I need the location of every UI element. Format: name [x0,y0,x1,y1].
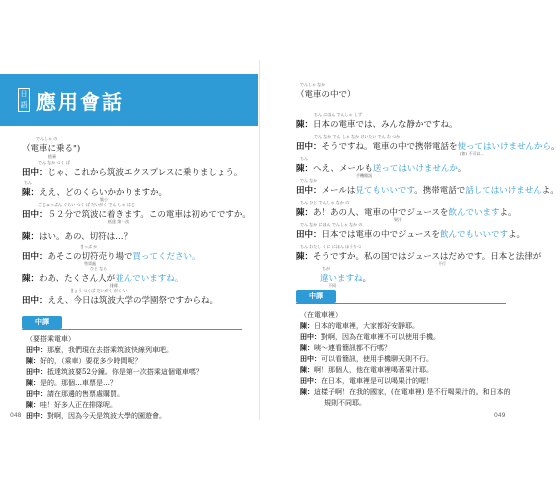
gloss: 抵達 第一次 [108,219,130,224]
dialog-text: そうですか。私の国ではジュースはだめです。日本と法律が [313,252,542,262]
gloss: 排隊 [110,283,118,288]
translation-line: 陳：咦～連看簡訊都不行嗎？ [300,344,391,352]
translation-line: （要搭乘電車） [26,335,75,343]
page-number: 048 [10,412,22,419]
scene-subtitle: （電車に乗る") [22,144,81,154]
dialog-line [22,250,201,262]
page-title: 應用會話 [36,90,124,114]
dialog-text: じゃ、これから筑波エクスプレスに乗りましょう。 [47,168,243,178]
ruby: でん なか [300,178,318,183]
speaker: 陳： [296,164,314,174]
ruby: でん なか でん しゃ なか けいたい でん わ つか [314,134,401,139]
ruby: きっぷ か [80,244,98,249]
dialog-text: あ！あの人、電車の中でジュースを [313,208,449,218]
gloss: 集小 [100,197,108,202]
dialog-line [22,294,218,306]
dialog-line: 陳：あ！あの人、電車の中でジュースを飲んでいますよ。 [296,208,517,218]
speaker: 田中： [22,252,48,262]
dialog-text: あそこの切符売り場で [47,252,133,262]
translation-line: 陳：啊！那個人，他在電車裡喝著果汁耶。 [300,366,433,374]
dialog-text: 日本では電車の中でジュースを [321,230,440,240]
gloss: 搭乘 [48,154,56,159]
highlight-text: 飲んでもいいです [439,230,508,240]
section-divider [296,303,506,304]
translation-line: 田中：對啊，因為在電車裡不可以使用手機。 [300,333,440,341]
translation-line: 陳：哇！好多人正在排隊呢。 [26,401,117,409]
scene-subtitle: （電車の中で） [296,90,356,100]
translation-line: 田中：抵達筑波要52分鐘。你是第一次搭乘這個電車嗎？ [26,368,203,376]
chapter-icon: 日語 [18,88,30,112]
speaker: 陳： [296,208,314,218]
dialog-line [22,186,167,198]
page-number: 049 [494,412,506,419]
ruby: ひと なら [90,266,108,271]
highlight-text: 買ってください。 [132,252,201,262]
gloss: (如) 不可以… [460,151,485,156]
ruby: ちん にほん でんしゃ しず [314,112,362,117]
ruby: ちん わたし くに にほん ほうりつ [300,244,362,249]
dialog-line [22,272,183,284]
dialog-text: はい。あの、切符は…？ [39,232,133,242]
ruby: でん なか つく ば [38,160,70,165]
speaker: 陳： [296,120,314,130]
highlight-text: 違いますね [320,274,363,284]
translation-line: 田中：在日本，電車裡是可以喝果汁的喔！ [300,377,433,385]
ruby: ちが [322,266,330,271]
ruby: ごじゅっぷん ぐらい つく ば だいがく でん しゃ はじ [38,202,135,207]
dialog-line [22,208,251,220]
speaker: 陳： [22,188,40,198]
ruby: でんしゃ の [36,136,58,141]
translation-line: 田中：對啊，因為今天是筑波大學的園遊會。 [26,412,166,420]
speaker: 田中： [296,186,322,196]
section-divider [22,329,242,330]
speaker: 田中： [22,168,48,178]
speaker: 陳： [22,232,40,242]
dialog-text: ええ、今日は筑波大学の学園祭ですからね。 [47,296,219,306]
speaker: 田中： [296,230,322,240]
dialog-text: ええ、どのくらいかかりますか。 [39,188,168,198]
gloss: 不同 [328,283,336,288]
ruby: でん なか にほん でんしゃ なか の [300,222,363,227]
translation-line: （在電車裡） [300,311,342,319]
dialog-text: ５２分で筑波に着きます。この電車は初めてですか。 [47,210,251,220]
translation-line: 田中：請在那邊的售票處購買。 [26,390,124,398]
ruby: でんしゃ なか [300,82,326,87]
translation-line: 規則不同耶。 [324,399,366,407]
highlight-text: 見てもいいです [355,186,415,196]
dialog-line [296,118,458,130]
section-banner [0,74,258,126]
highlight-text: 送ってはいけませんか [372,164,458,174]
dialog-text: そうですね。電車の中で携帯電話を [321,142,458,152]
dialog-line: 田中：日本では電車の中でジュースを飲んでもいいですよ。 [296,230,525,240]
speaker: 陳： [296,252,314,262]
dialog-line [22,230,132,242]
translation-line: 陳：日本的電車裡，大家都好安靜耶。 [300,322,419,330]
speaker: 陳： [22,274,40,284]
left-page [0,0,260,500]
translation-line: 陳：好的，（乘車）要花多少時間呢？ [26,357,142,365]
ruby: ちん [24,180,32,185]
dialog-line: 違いますね。 [320,274,372,284]
dialog-text: メールは [321,186,356,196]
right-page [260,0,560,500]
highlight-text: 飲んでいます [448,208,500,218]
gloss: 果汁 [394,217,402,222]
speaker: 田中： [296,142,322,152]
gloss: 不行 [438,261,446,266]
speaker: 田中： [22,210,48,220]
dialog-line [296,250,541,262]
dialog-line: 田中：メールは見てもいいです。携帯電話で話してはいけませんよ。 [296,186,559,196]
gloss: 手機簡訊 [356,173,372,178]
highlight-text: 並んでいますね。 [115,274,184,284]
dialog-line: 田中：そうですね。電車の中で携帯電話を使ってはいけませんから。 [296,142,560,152]
dialog-text: 日本の電車では、みんな静かですね。 [313,120,458,130]
dialog-line: 陳：へえ、メールも送ってはいけませんか。 [296,164,467,174]
translation-line: 田中：那麼，我們現在去搭乘筑波快線列車吧。 [26,346,173,354]
ruby: きょう つくば だいがく がく い [70,288,128,293]
highlight-text: 使ってはいけませんから [457,142,552,152]
dialog-line [22,166,242,178]
ruby: ちん [300,156,308,161]
translation-line: 陳：是的。那個…車票是…？ [26,379,117,387]
translation-label: 中譯 [22,316,62,329]
speaker: 田中： [22,296,48,306]
dialog-text: へえ、 [313,164,340,174]
translation-line: 陳：這樣子啊！在我的國家，(在電車裡) 是不行喝果汁的。和日本的 [300,388,511,396]
translation-label: 中譯 [296,290,336,303]
ruby: ちん ひと でんしゃ なか の [300,200,350,205]
gloss: 售票處 [84,261,96,266]
highlight-text: 話してはいけません [465,186,542,196]
translation-line: 田中：可以看簡訊，使用手機聊天則不行。 [300,355,433,363]
dialog-text: わあ、たくさん人が [39,274,116,284]
